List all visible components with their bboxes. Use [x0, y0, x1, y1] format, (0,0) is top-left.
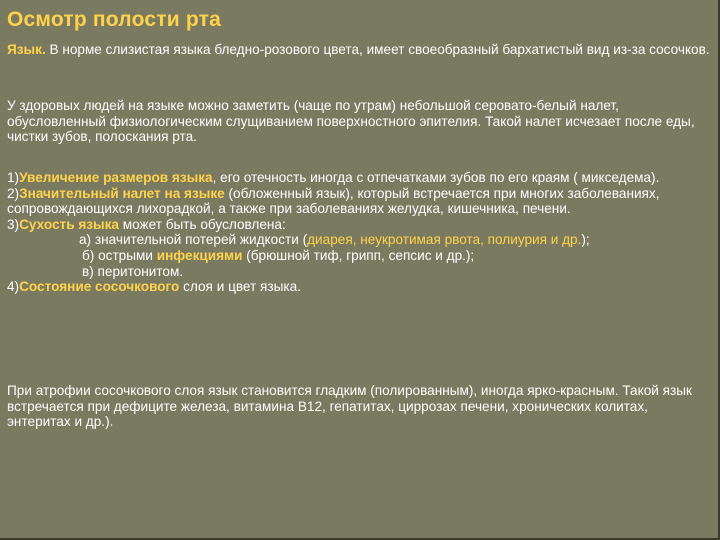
- list-heading: Состояние сосочкового: [19, 279, 180, 295]
- sub-item: [7, 264, 715, 280]
- sub-item: [7, 248, 715, 264]
- list-item: [7, 186, 715, 217]
- sub-item-text: );: [581, 232, 590, 248]
- list-text: (обложенный язык), который встречается при многих заболеваниях, сопровождающихся лихорадкой, а также при заболеваниях желудка, кишечника, печени.: [7, 185, 660, 217]
- list-text: , его отечность иногда с отпечатками зубов по его краям ( микседема).: [212, 170, 660, 185]
- sub-item-text: (брюшной тиф, грипп, сепсис и др.);: [242, 247, 475, 263]
- list-text: может быть обусловлена:: [119, 216, 286, 232]
- list-text: слоя и цвет языка.: [179, 279, 301, 295]
- sub-item-highlight: диарея, неукротимая рвота, полиурия и др.: [307, 232, 582, 248]
- list-number: 3): [7, 216, 20, 232]
- healthy-tongue-paragraph: У здоровых людей на языке можно заметить (чаще по утрам) небольшой серовато-белый налет, обусловленный физиологическим слущиванием поверхностного эпителия. Такой налет исчезает после еды, чистки зубов, полоскания рта.: [7, 98, 695, 145]
- sub-item-text: б) острыми: [82, 247, 157, 263]
- page-title: Осмотр полости рта: [7, 8, 221, 31]
- intro-text: В норме слизистая языка бледно-розового цвета, имеет своеобразный бархатистый вид из-за сосочков.: [45, 42, 710, 57]
- list-heading: Сухость языка: [19, 216, 119, 232]
- sub-item-text: в) перитонитом.: [82, 263, 184, 279]
- intro-term: Язык.: [7, 42, 46, 57]
- sub-item: [7, 232, 715, 248]
- list-number: 4): [7, 279, 20, 295]
- list-heading: Значительный налет на языке: [19, 185, 225, 201]
- list-number: 2): [7, 185, 20, 201]
- findings-list: [7, 170, 715, 295]
- sub-item-text: а) значительной потерей жидкости (: [79, 232, 308, 248]
- list-item: [7, 279, 715, 295]
- list-heading: Увеличение размеров языка: [19, 170, 213, 185]
- intro-paragraph: [7, 42, 715, 58]
- list-number: 1): [7, 170, 20, 185]
- list-item: [7, 217, 715, 233]
- atrophy-paragraph: При атрофии сосочкового слоя язык становится гладким (полированным), иногда ярко-красным. Такой язык встречается при дефиците железа, витамина В12, гепатитах, циррозах печени, хронических колитах, энтеритах и др.).: [7, 383, 692, 430]
- sub-item-highlight: инфекциями: [156, 247, 243, 263]
- list-item: [7, 170, 715, 186]
